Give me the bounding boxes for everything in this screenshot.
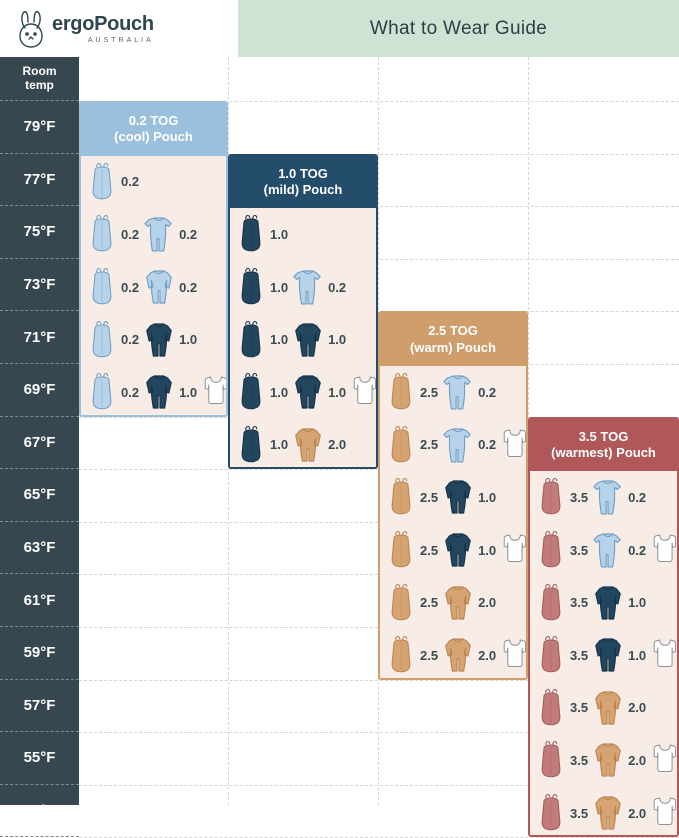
garment-tog-label: 3.5 — [570, 805, 589, 821]
garment-item — [236, 265, 288, 309]
garment-tog-label: 2.5 — [420, 542, 439, 558]
tog-column-body-tog-35 — [530, 471, 677, 837]
garment-tog-label: 1.0 — [270, 279, 289, 295]
garment-item — [87, 212, 139, 256]
garment-item — [442, 475, 496, 519]
garment-item — [143, 318, 197, 362]
garment-item — [87, 265, 139, 309]
garment-tog-label: 2.0 — [628, 752, 647, 768]
garment-item — [650, 738, 679, 782]
garment-tog-label: 0.2 — [328, 279, 347, 295]
bunny-icon — [14, 9, 48, 49]
recommendation-row — [530, 682, 677, 735]
recommendation-row — [81, 261, 226, 314]
sleeping-bag-icon — [87, 265, 117, 309]
tog-title-line1: 1.0 TOG — [278, 165, 328, 181]
garment-tog-label: 2.5 — [420, 384, 439, 400]
singlet-icon — [201, 370, 228, 414]
garment-tog-label: 3.5 — [570, 647, 589, 663]
sleeping-bag-icon — [386, 475, 416, 519]
garment-tog-label: 2.0 — [328, 437, 347, 453]
garment-tog-label: 1.0 — [628, 647, 647, 663]
garment-item — [386, 423, 438, 467]
brand-subtitle: AUSTRALIA — [87, 36, 154, 44]
long-sleeve-suit-icon — [442, 475, 474, 519]
garment-tog-label: 1.0 — [179, 332, 198, 348]
guide-grid — [0, 57, 679, 821]
sleeping-bag-icon — [536, 633, 566, 677]
garment-item — [87, 318, 139, 362]
garment-tog-label: 2.0 — [478, 647, 497, 663]
tog-title-line1: 0.2 TOG — [128, 113, 179, 129]
garment-item — [650, 528, 679, 572]
garment-item — [592, 686, 646, 730]
short-sleeve-suit-icon — [442, 423, 474, 467]
garment-item — [236, 423, 288, 467]
long-sleeve-suit-icon — [442, 581, 474, 625]
garment-item — [442, 370, 496, 414]
garment-tog-label: 3.5 — [570, 489, 589, 505]
page-title: What to Wear Guide — [369, 17, 548, 39]
sleeping-bag-icon — [536, 528, 566, 572]
garment-item — [143, 265, 197, 309]
sleeping-bag-icon — [536, 475, 566, 519]
room-temp-cell: 79°F — [0, 101, 79, 154]
garment-tog-label: 0.2 — [179, 279, 198, 295]
sleeping-bag-icon — [386, 633, 416, 677]
garment-tog-label: 1.0 — [270, 384, 289, 400]
garment-item — [500, 423, 528, 467]
sleeping-bag-icon — [87, 212, 117, 256]
room-temp-cell: 67°F — [0, 417, 79, 470]
long-sleeve-suit-icon — [442, 528, 474, 572]
sleeping-bag-icon — [236, 265, 266, 309]
short-sleeve-suit-icon — [592, 475, 624, 519]
garment-tog-label: 1.0 — [270, 332, 289, 348]
long-sleeve-suit-icon — [143, 318, 175, 362]
sleeping-bag-icon — [536, 791, 566, 835]
recommendation-row — [81, 208, 226, 261]
garment-item — [386, 528, 438, 572]
singlet-icon — [500, 423, 528, 467]
short-sleeve-suit-icon — [592, 528, 624, 572]
sleeping-bag-icon — [236, 318, 266, 362]
garment-tog-label: 1.0 — [628, 595, 647, 611]
garment-tog-label: 1.0 — [328, 332, 347, 348]
garment-item — [386, 633, 438, 677]
singlet-icon — [650, 791, 679, 835]
garment-tog-label: 0.2 — [121, 174, 140, 190]
garment-item — [500, 633, 528, 677]
singlet-icon — [650, 633, 679, 677]
room-temp-cell: 71°F — [0, 311, 79, 364]
tog-column-tog-02 — [79, 101, 228, 417]
garment-tog-label: 1.0 — [328, 384, 347, 400]
long-sleeve-suit-icon — [292, 318, 324, 362]
long-sleeve-suit-icon — [592, 791, 624, 835]
garment-tog-label: 0.2 — [121, 279, 140, 295]
room-temp-header — [0, 57, 79, 101]
long-sleeve-suit-icon — [592, 581, 624, 625]
tog-column-header-tog-02 — [81, 103, 226, 156]
recommendation-row — [230, 261, 376, 314]
garment-item — [536, 475, 588, 519]
garment-item — [350, 370, 378, 414]
singlet-icon — [650, 738, 679, 782]
room-temp-header-line1: Room — [22, 63, 57, 78]
long-sleeve-suit-icon — [592, 633, 624, 677]
garment-item — [386, 370, 438, 414]
garment-tog-label: 0.2 — [628, 542, 647, 558]
garment-tog-label: 2.5 — [420, 647, 439, 663]
garment-tog-label: 2.5 — [420, 595, 439, 611]
tog-column-body-tog-02 — [81, 156, 226, 417]
garment-item — [592, 475, 646, 519]
tog-title-line1: 2.5 TOG — [428, 323, 478, 339]
sleeping-bag-icon — [236, 212, 266, 256]
tog-title-line2: (cool) Pouch — [114, 129, 193, 145]
singlet-icon — [350, 370, 378, 414]
short-sleeve-suit-icon — [292, 265, 324, 309]
garment-item — [592, 738, 646, 782]
garment-item — [442, 633, 496, 677]
brand-name: ergoPouch — [52, 12, 154, 35]
garment-tog-label: 0.2 — [628, 489, 647, 505]
room-temp-cell: 59°F — [0, 627, 79, 680]
garment-item — [386, 475, 438, 519]
garment-tog-label: 1.0 — [270, 437, 289, 453]
long-sleeve-suit-icon — [442, 633, 474, 677]
tog-title-line2: (warm) Pouch — [410, 339, 496, 355]
garment-tog-label: 1.0 — [179, 384, 198, 400]
tog-column-header-tog-10 — [230, 156, 376, 209]
sleeping-bag-icon — [87, 318, 117, 362]
garment-item — [650, 633, 679, 677]
garment-tog-label: 2.0 — [628, 805, 647, 821]
recommendation-row — [530, 576, 677, 629]
garment-item — [292, 318, 346, 362]
room-temp-cell: 77°F — [0, 154, 79, 207]
garment-item — [143, 212, 197, 256]
singlet-icon — [500, 528, 528, 572]
garment-tog-label: 3.5 — [570, 595, 589, 611]
sleeping-bag-icon — [386, 528, 416, 572]
sleeping-bag-icon — [87, 160, 117, 204]
garment-tog-label: 1.0 — [478, 542, 497, 558]
garment-tog-label: 3.5 — [570, 542, 589, 558]
garment-item — [386, 581, 438, 625]
room-temp-cell: 55°F — [0, 732, 79, 785]
garment-tog-label: 0.2 — [121, 332, 140, 348]
long-sleeve-suit-icon — [292, 423, 324, 467]
recommendation-row — [530, 734, 677, 787]
tog-column-tog-25 — [378, 311, 528, 679]
room-temp-header-line2: temp — [25, 77, 54, 92]
garment-item — [442, 528, 496, 572]
garment-item — [536, 791, 588, 835]
garment-tog-label: 1.0 — [270, 226, 289, 242]
tog-column-body-tog-25 — [380, 366, 526, 680]
tog-column-header-tog-35 — [530, 419, 677, 472]
garment-tog-label: 3.5 — [570, 700, 589, 716]
garment-item — [292, 423, 346, 467]
tog-title-line2: (mild) Pouch — [263, 181, 343, 197]
garment-item — [592, 633, 646, 677]
garment-item — [87, 160, 139, 204]
garment-item — [236, 318, 288, 362]
garment-item — [236, 370, 288, 414]
recommendation-row — [380, 419, 526, 472]
garment-item — [87, 370, 139, 414]
garment-item — [442, 423, 496, 467]
garment-tog-label: 2.0 — [478, 595, 497, 611]
garment-tog-label: 1.0 — [478, 489, 497, 505]
garment-item — [536, 738, 588, 782]
garment-item — [500, 528, 528, 572]
recommendation-row — [81, 366, 226, 417]
recommendation-row — [380, 576, 526, 629]
garment-tog-label: 0.2 — [121, 384, 140, 400]
garment-tog-label: 0.2 — [478, 437, 497, 453]
sleeping-bag-icon — [236, 423, 266, 467]
recommendation-row — [230, 366, 376, 419]
tog-column-header-tog-25 — [380, 313, 526, 366]
sleeping-bag-icon — [236, 370, 266, 414]
recommendation-row — [81, 156, 226, 209]
garment-item — [143, 370, 197, 414]
garment-tog-label: 3.5 — [570, 752, 589, 768]
room-temp-cell: 69°F — [0, 364, 79, 417]
room-temp-cell: 73°F — [0, 259, 79, 312]
garment-item — [536, 528, 588, 572]
recommendation-row — [230, 313, 376, 366]
recommendation-row — [230, 208, 376, 261]
tog-column-tog-10 — [228, 154, 378, 470]
recommendation-row — [380, 471, 526, 524]
garment-item — [536, 581, 588, 625]
garment-tog-label: 2.5 — [420, 437, 439, 453]
sleeping-bag-icon — [536, 738, 566, 782]
garment-item — [536, 633, 588, 677]
tog-title-line1: 3.5 TOG — [578, 428, 629, 444]
recommendation-row — [380, 629, 526, 680]
long-sleeve-suit-icon — [292, 370, 324, 414]
garment-tog-label: 2.5 — [420, 489, 439, 505]
garment-tog-label: 0.2 — [478, 384, 497, 400]
recommendation-row — [530, 629, 677, 682]
recommendation-row — [530, 471, 677, 524]
room-temp-cell: 65°F — [0, 469, 79, 522]
room-temp-cell: 75°F — [0, 206, 79, 259]
page-header — [0, 0, 679, 57]
long-sleeve-suit-icon — [143, 265, 175, 309]
room-temp-cell: 57°F — [0, 680, 79, 733]
long-sleeve-suit-icon — [592, 686, 624, 730]
garment-item — [592, 528, 646, 572]
singlet-icon — [650, 528, 679, 572]
sleeping-bag-icon — [386, 423, 416, 467]
brand-logo-area — [0, 0, 238, 57]
tog-column-body-tog-10 — [230, 208, 376, 469]
garment-tog-label: 2.0 — [628, 700, 647, 716]
recommendation-row — [380, 366, 526, 419]
sleeping-bag-icon — [386, 370, 416, 414]
recommendation-row — [380, 524, 526, 577]
sleeping-bag-icon — [386, 581, 416, 625]
garment-item — [592, 791, 646, 835]
tog-column-tog-35 — [528, 417, 679, 838]
recommendation-row — [530, 524, 677, 577]
garment-tog-label: 0.2 — [121, 226, 140, 242]
sleeping-bag-icon — [536, 686, 566, 730]
recommendation-row — [81, 313, 226, 366]
brand-text — [52, 14, 154, 44]
singlet-icon — [500, 633, 528, 677]
title-band — [238, 0, 679, 57]
room-temp-cell: 61°F — [0, 574, 79, 627]
recommendation-row — [530, 787, 677, 838]
garment-item — [650, 791, 679, 835]
tog-title-line2: (warmest) Pouch — [551, 444, 656, 460]
sleeping-bag-icon — [87, 370, 117, 414]
garment-tog-label: 0.2 — [179, 226, 198, 242]
short-sleeve-suit-icon — [143, 212, 175, 256]
garment-item — [292, 370, 346, 414]
room-temp-cell: 63°F — [0, 522, 79, 575]
recommendation-row — [230, 419, 376, 470]
long-sleeve-suit-icon — [143, 370, 175, 414]
short-sleeve-suit-icon — [442, 370, 474, 414]
garment-item — [236, 212, 288, 256]
garment-item — [442, 581, 496, 625]
garment-item — [592, 581, 646, 625]
garment-item — [536, 686, 588, 730]
room-temp-column — [0, 57, 79, 820]
sleeping-bag-icon — [536, 581, 566, 625]
garment-item — [292, 265, 346, 309]
long-sleeve-suit-icon — [592, 738, 624, 782]
room-temp-cell: 53°F — [0, 785, 79, 838]
garment-item — [201, 370, 228, 414]
